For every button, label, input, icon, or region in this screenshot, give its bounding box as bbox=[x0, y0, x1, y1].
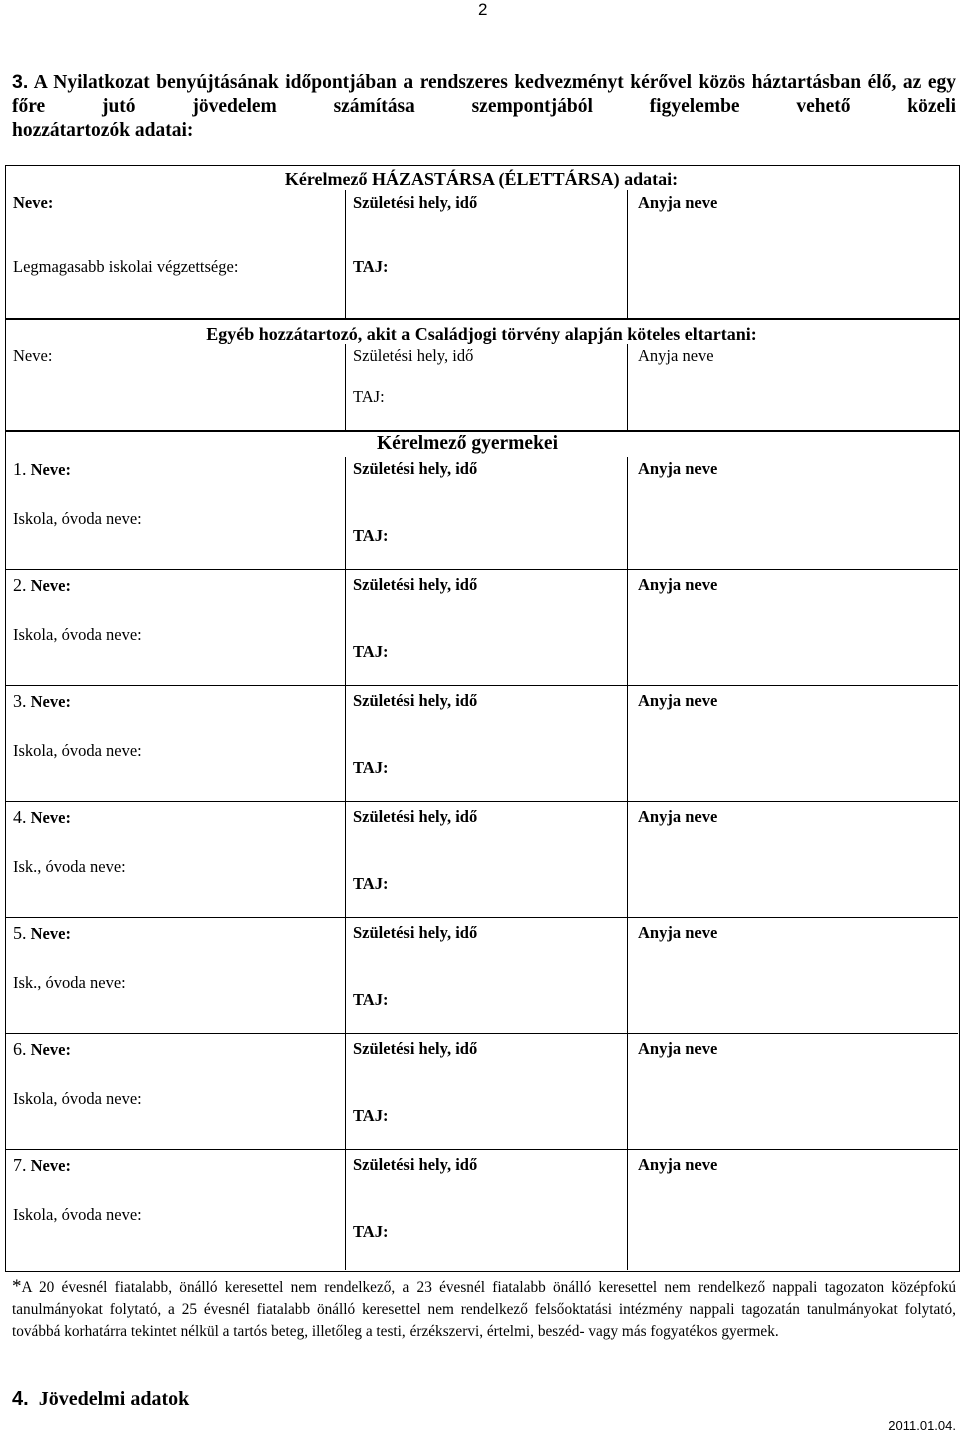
child-taj-label[interactable]: TAJ: bbox=[353, 874, 389, 893]
child-taj-label[interactable]: TAJ: bbox=[353, 1106, 389, 1125]
child-number: 6. bbox=[13, 1039, 27, 1059]
child-row-separator bbox=[5, 1033, 958, 1034]
section-3-heading-line1: A Nyilatkozat benyújtásának időpontjában a rendszeres kedvezményt kérővel közös háztartásban élő, az egy főre jutó jövedelem számítása szempontjából figyelembe vehető közeli bbox=[12, 72, 956, 117]
child-birth-label[interactable]: Születési hely, idő bbox=[353, 575, 478, 594]
child-school-label[interactable]: Iskola, óvoda neve: bbox=[13, 1089, 142, 1108]
spouse-title: Kérelmező HÁZASTÁRSA (ÉLETTÁRSA) adatai: bbox=[284, 169, 679, 189]
section-3-number: 3. bbox=[12, 71, 29, 93]
document-date: 2011.01.04. bbox=[888, 1418, 956, 1433]
child-taj-label[interactable]: TAJ: bbox=[353, 990, 389, 1009]
child-name-label: Neve: bbox=[30, 1040, 71, 1059]
child-row-separator bbox=[5, 801, 958, 802]
child-taj-label[interactable]: TAJ: bbox=[353, 642, 389, 661]
other-relative-mother-label[interactable]: Anyja neve bbox=[638, 346, 714, 365]
child-school-label[interactable]: Isk., óvoda neve: bbox=[13, 973, 126, 992]
spouse-birth-label[interactable]: Születési hely, idő bbox=[353, 193, 478, 212]
child-school-label[interactable]: Isk., óvoda neve: bbox=[13, 857, 126, 876]
section-4-number: 4. bbox=[12, 1388, 29, 1410]
child-mother-label[interactable]: Anyja neve bbox=[638, 575, 718, 594]
child-mother-label[interactable]: Anyja neve bbox=[638, 1039, 718, 1058]
footnote-star: * bbox=[12, 1276, 22, 1297]
child-name-field[interactable] bbox=[13, 1155, 71, 1176]
child-taj-label[interactable]: TAJ: bbox=[353, 526, 389, 545]
child-taj-label[interactable]: TAJ: bbox=[353, 1222, 389, 1241]
footnote bbox=[12, 1276, 956, 1343]
child-birth-label[interactable]: Születési hely, idő bbox=[353, 923, 478, 942]
section-4-title: Jövedelmi adatok bbox=[38, 1388, 190, 1410]
other-relative-name-label[interactable]: Neve: bbox=[13, 346, 53, 365]
child-mother-label[interactable]: Anyja neve bbox=[638, 807, 718, 826]
child-mother-label[interactable]: Anyja neve bbox=[638, 1155, 718, 1174]
child-name-label: Neve: bbox=[30, 1156, 71, 1175]
child-name-field[interactable] bbox=[13, 1039, 71, 1060]
child-birth-label[interactable]: Születési hely, idő bbox=[353, 1039, 478, 1058]
child-row-separator bbox=[5, 569, 958, 570]
child-birth-label[interactable]: Születési hely, idő bbox=[353, 1155, 478, 1174]
page-number: 2 bbox=[478, 0, 488, 19]
child-number: 7. bbox=[13, 1155, 27, 1175]
child-number: 4. bbox=[13, 807, 27, 827]
child-mother-label[interactable]: Anyja neve bbox=[638, 923, 718, 942]
child-birth-label[interactable]: Születési hely, idő bbox=[353, 459, 478, 478]
child-school-label[interactable]: Iskola, óvoda neve: bbox=[13, 741, 142, 760]
spouse-education-label[interactable]: Legmagasabb iskolai végzettsége: bbox=[13, 257, 239, 276]
child-row-separator bbox=[5, 917, 958, 918]
child-name-label: Neve: bbox=[30, 576, 71, 595]
child-name-field[interactable] bbox=[13, 691, 71, 712]
child-school-label[interactable]: Iskola, óvoda neve: bbox=[13, 509, 142, 528]
child-number: 1. bbox=[13, 459, 27, 479]
child-birth-label[interactable]: Születési hely, idő bbox=[353, 807, 478, 826]
child-school-label[interactable]: Iskola, óvoda neve: bbox=[13, 625, 142, 644]
child-row-separator bbox=[5, 1149, 958, 1150]
child-name-field[interactable] bbox=[13, 807, 71, 828]
other-relative-title: Egyéb hozzátartozó, akit a Családjogi törvény alapján köteles eltartani: bbox=[206, 324, 757, 344]
spouse-divider-2 bbox=[627, 190, 628, 318]
other-divider-2 bbox=[627, 344, 628, 430]
child-taj-label[interactable]: TAJ: bbox=[353, 758, 389, 777]
other-relative-taj-label[interactable]: TAJ: bbox=[353, 387, 385, 406]
child-name-label: Neve: bbox=[30, 924, 71, 943]
child-birth-label[interactable]: Születési hely, idő bbox=[353, 691, 478, 710]
child-mother-label[interactable]: Anyja neve bbox=[638, 459, 718, 478]
section-3-heading-line2: hozzátartozók adatai: bbox=[12, 120, 194, 141]
child-number: 5. bbox=[13, 923, 27, 943]
child-name-field[interactable] bbox=[13, 575, 71, 596]
other-relative-birth-label[interactable]: Születési hely, idő bbox=[353, 346, 474, 365]
child-school-label[interactable]: Iskola, óvoda neve: bbox=[13, 1205, 142, 1224]
spouse-taj-label[interactable]: TAJ: bbox=[353, 257, 389, 276]
spouse-mother-label[interactable]: Anyja neve bbox=[638, 193, 718, 212]
spouse-name-label[interactable]: Neve: bbox=[13, 193, 54, 212]
child-name-label: Neve: bbox=[30, 460, 71, 479]
children-title: Kérelmező gyermekei bbox=[376, 433, 558, 454]
child-number: 2. bbox=[13, 575, 27, 595]
spouse-divider-1 bbox=[345, 190, 346, 318]
child-number: 3. bbox=[13, 691, 27, 711]
children-box bbox=[5, 430, 960, 1272]
child-name-field[interactable] bbox=[13, 923, 71, 944]
footnote-text: A 20 évesnél fiatalabb, önálló keresettel nem rendelkező, a 23 évesnél fiatalabb önálló keresettel nem rendelkező nappali tagozaton középfokú tanulmányokat folytató, a 25 évesnél fiatalabb önálló keresettel nem rendelkező felsőoktatási intézmény nappali tagozatán tanulmányokat folytató, továbbá korhatárra tekintet nélkül a tartós beteg, illetőleg a testi, érzékszervi, értelmi, beszéd- vagy más fogyatékos gyermek. bbox=[12, 1279, 956, 1340]
section-3-heading bbox=[12, 70, 956, 119]
child-name-label: Neve: bbox=[30, 692, 71, 711]
child-name-field[interactable] bbox=[13, 459, 71, 480]
other-divider-1 bbox=[345, 344, 346, 430]
child-name-label: Neve: bbox=[30, 808, 71, 827]
section-4-heading bbox=[12, 1388, 189, 1411]
child-row-separator bbox=[5, 685, 958, 686]
child-mother-label[interactable]: Anyja neve bbox=[638, 691, 718, 710]
